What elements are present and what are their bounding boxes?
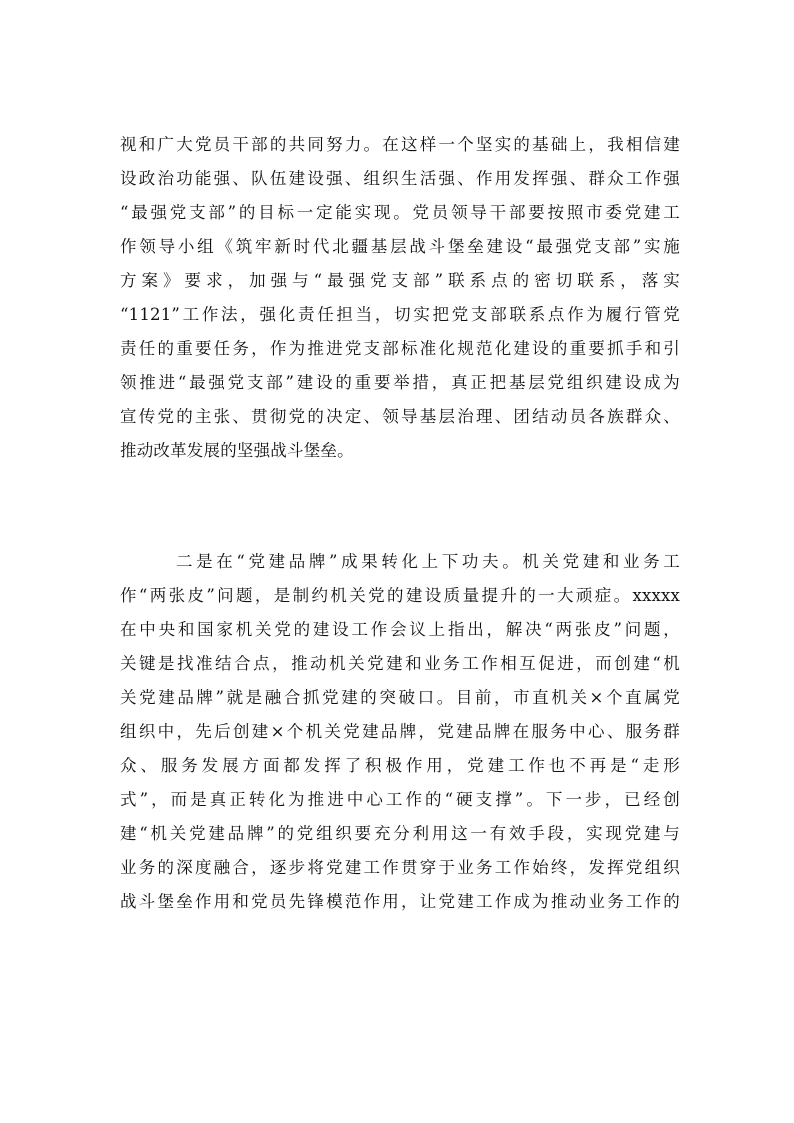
text-line: 设政治功能强、队伍建设强、组织生活强、作用发挥强、群众工作强: [120, 169, 680, 188]
text-line: 作“两张皮”问题，是制约机关党的建设质量提升的一大顽症。xxxxx: [120, 586, 680, 605]
text-line: “最强党支部”的目标一定能实现。党员领导干部要按照市委党建工: [120, 203, 680, 222]
text-line: 视和广大党员干部的共同努力。在这样一个坚实的基础上，我相信建: [120, 135, 680, 154]
paragraph-1: [120, 128, 680, 468]
text-line: 关键是找准结合点，推动机关党建和业务工作相互促进，而创建“机: [120, 654, 680, 673]
text-line: 关党建品牌”就是融合抓党建的突破口。目前，市直机关×个直属党: [120, 688, 680, 707]
text-line: 众、服务发展方面都发挥了积极作用，党建工作也不再是“走形: [120, 756, 680, 775]
text-line: 在中央和国家机关党的建设工作会议上指出，解决“两张皮”问题，: [120, 620, 680, 639]
text-line: 二是在“党建品牌”成果转化上下功夫。机关党建和业务工: [176, 552, 680, 571]
text-line: 组织中，先后创建×个机关党建品牌，党建品牌在服务中心、服务群: [120, 722, 680, 741]
text-line: 式”，而是真正转化为推进中心工作的“硬支撑”。下一步，已经创: [120, 790, 680, 809]
text-line: 领推进“最强党支部”建设的重要举措，真正把基层党组织建设成为: [120, 373, 680, 392]
text-line: 宣传党的主张、贯彻党的决定、领导基层治理、团结动员各族群众、: [120, 407, 680, 426]
text-line: 责任的重要任务，作为推进党支部标准化规范化建设的重要抓手和引: [120, 339, 680, 358]
text-line: 战斗堡垒作用和党员先锋模范作用，让党建工作成为推动业务工作的: [120, 892, 680, 911]
paragraph-2: [120, 545, 680, 919]
text-line: 方案》要求，加强与“最强党支部”联系点的密切联系，落实: [120, 271, 680, 290]
text-line: 作领导小组《筑牢新时代北疆基层战斗堡垒建设“最强党支部”实施: [120, 237, 680, 256]
text-line: “1121”工作法，强化责任担当，切实把党支部联系点作为履行管党: [120, 305, 680, 324]
text-line: 业务的深度融合，逐步将党建工作贯穿于业务工作始终，发挥党组织: [120, 858, 680, 877]
text-line: 推动改革发展的坚强战斗堡垒。: [120, 441, 354, 460]
text-line: 建“机关党建品牌”的党组织要充分利用这一有效手段，实现党建与: [120, 824, 680, 843]
